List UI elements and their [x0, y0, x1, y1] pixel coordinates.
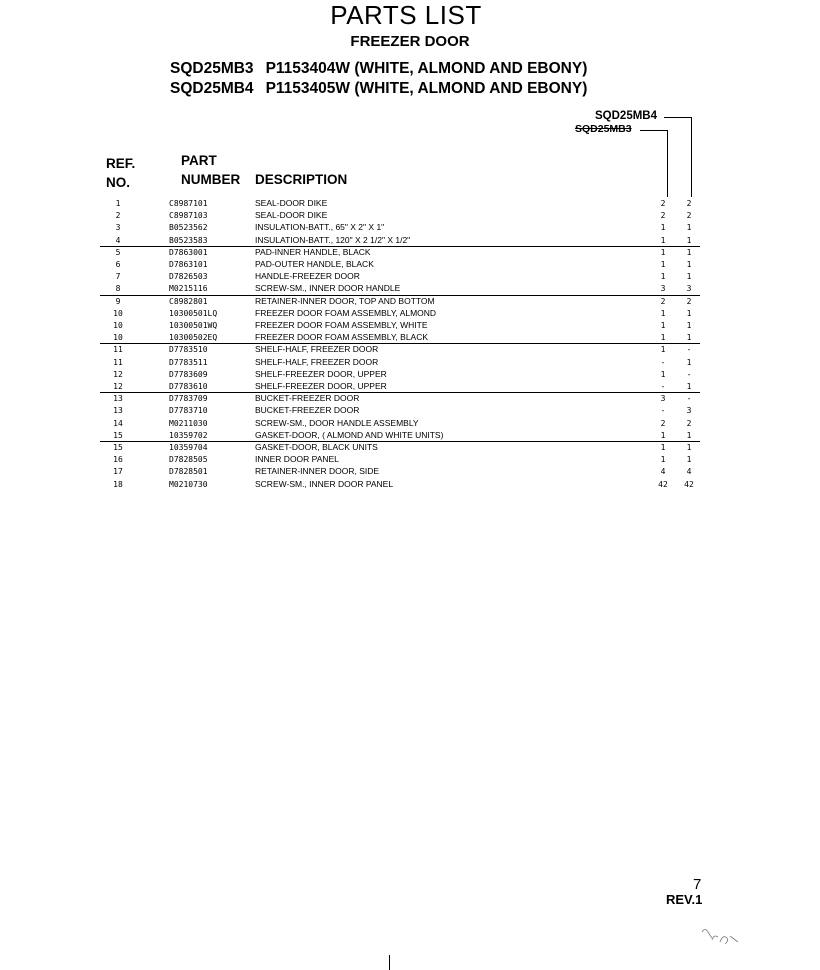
- qty-sqd25mb3: 1: [660, 247, 666, 257]
- part-number: D7783709: [169, 394, 208, 404]
- table-row: [100, 479, 700, 490]
- qty-sqd25mb4: 42: [684, 479, 694, 489]
- part-description: RETAINER-INNER DOOR, TOP AND BOTTOM: [255, 295, 435, 306]
- table-row: [100, 369, 700, 380]
- qty-sqd25mb3: 3: [660, 284, 666, 294]
- part-description: FREEZER DOOR FOAM ASSEMBLY, ALMOND: [255, 307, 437, 318]
- part-description: HANDLE-FREEZER DOOR: [255, 271, 360, 282]
- qty-sqd25mb3: 2: [660, 211, 666, 221]
- part-description: SHELF-HALF, FREEZER DOOR: [255, 344, 379, 355]
- part-description: BUCKET-FREEZER DOOR: [255, 393, 360, 404]
- table-row: [100, 222, 700, 233]
- ref-number: 5: [115, 247, 121, 257]
- model-part-number: P1153405W (WHITE, ALMOND AND EBONY): [265, 80, 588, 97]
- qty-sqd25mb3: 3: [660, 394, 666, 404]
- part-number: B0523583: [169, 235, 208, 245]
- group-divider: [100, 441, 700, 442]
- qty-sqd25mb4: 1: [686, 430, 692, 440]
- part-number: D7783511: [169, 357, 208, 367]
- table-row: [100, 259, 700, 270]
- group-divider: [100, 295, 700, 296]
- ref-number: 15: [113, 443, 123, 452]
- ref-number: 14: [113, 418, 123, 428]
- ref-number: 7: [115, 272, 121, 282]
- ref-number: 12: [113, 382, 123, 391]
- qty-sqd25mb4: -: [686, 345, 692, 355]
- ref-number: 11: [113, 357, 123, 367]
- part-number: C8982801: [169, 296, 208, 306]
- ref-number: 3: [115, 223, 121, 233]
- part-number: D7783609: [169, 369, 208, 379]
- table-row: [100, 247, 700, 258]
- part-description: FREEZER DOOR FOAM ASSEMBLY, WHITE: [255, 320, 428, 330]
- qty-sqd25mb3: 1: [660, 235, 666, 245]
- column-model-sqd25mb3: SQD25MB3: [575, 123, 632, 135]
- qty-sqd25mb4: 2: [686, 199, 692, 208]
- ref-number: 10: [113, 321, 123, 330]
- header-description: DESCRIPTION: [255, 172, 348, 187]
- part-description: SHELF-FREEZER DOOR, UPPER: [255, 381, 387, 391]
- table-row: [100, 430, 700, 441]
- qty-sqd25mb4: 1: [686, 260, 692, 269]
- ref-number: 18: [113, 479, 123, 489]
- ref-number: 8: [115, 284, 121, 294]
- model-number: SQD25MB3: [170, 60, 254, 77]
- revision-label: REV.1: [666, 892, 703, 907]
- model-part-number: P1153404W (WHITE, ALMOND AND EBONY): [265, 60, 588, 77]
- qty-sqd25mb3: 1: [660, 443, 666, 452]
- table-row: [100, 332, 700, 343]
- part-description: SEAL-DOOR DIKE: [255, 198, 328, 208]
- group-divider: [100, 392, 700, 393]
- qty-sqd25mb4: 1: [686, 357, 692, 367]
- table-row: [100, 235, 700, 246]
- qty-sqd25mb4: 1: [686, 333, 692, 343]
- qty-sqd25mb3: 1: [660, 308, 666, 318]
- part-description: PAD-INNER HANDLE, BLACK: [255, 246, 371, 257]
- ref-number: 11: [113, 345, 123, 355]
- ref-number: 12: [113, 369, 123, 379]
- table-row: [100, 271, 700, 282]
- part-number: 10359702: [169, 430, 208, 440]
- part-number: M0211030: [169, 418, 208, 428]
- model-line: [170, 80, 587, 98]
- part-number: 10300502EQ: [169, 333, 218, 343]
- ref-number: 15: [113, 430, 123, 440]
- part-description: INSULATION-BATT., 65" X 2" X 1": [255, 222, 385, 233]
- qty-sqd25mb4: 3: [686, 284, 692, 294]
- qty-sqd25mb4: 4: [686, 467, 692, 477]
- part-description: INNER DOOR PANEL: [255, 454, 339, 465]
- column-bracket-line: [664, 117, 692, 118]
- ref-number: 1: [115, 199, 121, 208]
- part-number: C8987103: [169, 211, 208, 221]
- qty-sqd25mb3: 42: [658, 479, 668, 489]
- qty-sqd25mb4: 2: [686, 296, 692, 306]
- part-number: B0523562: [169, 223, 208, 233]
- table-row: [100, 454, 700, 465]
- table-row: [100, 344, 700, 355]
- part-number: D7828501: [169, 467, 208, 477]
- part-number: D7828505: [169, 455, 208, 465]
- table-row: [100, 283, 700, 294]
- part-description: SCREW-SM., INNER DOOR HANDLE: [255, 283, 401, 294]
- group-divider: [100, 246, 700, 247]
- qty-sqd25mb3: -: [660, 357, 666, 367]
- qty-sqd25mb3: 1: [660, 333, 666, 343]
- qty-sqd25mb3: -: [660, 382, 666, 391]
- qty-sqd25mb3: 1: [660, 272, 666, 282]
- part-number: D7783610: [169, 382, 208, 391]
- part-description: SCREW-SM., DOOR HANDLE ASSEMBLY: [255, 417, 419, 428]
- page-title: PARTS LIST: [330, 0, 482, 30]
- qty-sqd25mb4: 1: [686, 272, 692, 282]
- table-row: [100, 357, 700, 368]
- table-row: [100, 296, 700, 307]
- qty-sqd25mb3: 1: [660, 260, 666, 269]
- qty-sqd25mb3: 1: [660, 345, 666, 355]
- part-description: SHELF-HALF, FREEZER DOOR: [255, 356, 379, 367]
- ref-number: 2: [115, 211, 121, 221]
- part-description: PAD-OUTER HANDLE, BLACK: [255, 259, 374, 269]
- qty-sqd25mb3: 1: [660, 430, 666, 440]
- ref-number: 6: [115, 260, 121, 269]
- qty-sqd25mb3: 2: [660, 199, 666, 208]
- header-ref-no: NO.: [106, 175, 131, 190]
- column-bracket-line: [667, 130, 668, 197]
- group-divider: [100, 343, 700, 344]
- ref-number: 9: [115, 296, 121, 306]
- table-row: [100, 308, 700, 319]
- table-row: [100, 405, 700, 416]
- qty-sqd25mb4: -: [686, 369, 692, 379]
- ref-number: 10: [113, 333, 123, 343]
- part-description: RETAINER-INNER DOOR, SIDE: [255, 466, 380, 477]
- ref-number: 13: [113, 394, 123, 404]
- ref-number: 4: [115, 235, 121, 245]
- qty-sqd25mb4: 1: [686, 223, 692, 233]
- part-number: C8987101: [169, 199, 208, 208]
- header-part-number: NUMBER: [181, 172, 241, 187]
- qty-sqd25mb3: 1: [660, 369, 666, 379]
- page-subtitle: FREEZER DOOR: [350, 33, 470, 50]
- qty-sqd25mb4: -: [686, 394, 692, 404]
- parts-table: [100, 198, 700, 489]
- part-number: D7863001: [169, 247, 208, 257]
- table-row: [100, 381, 700, 392]
- part-number: D7783510: [169, 345, 208, 355]
- part-description: SEAL-DOOR DIKE: [255, 210, 328, 221]
- qty-sqd25mb3: 1: [660, 223, 666, 233]
- qty-sqd25mb4: 1: [686, 247, 692, 257]
- qty-sqd25mb4: 1: [686, 443, 692, 452]
- part-number: D7863101: [169, 260, 208, 269]
- part-number: D7783710: [169, 406, 208, 416]
- qty-sqd25mb4: 1: [686, 308, 692, 318]
- model-number: SQD25MB4: [170, 80, 254, 97]
- handwritten-mark: [698, 924, 742, 948]
- part-number: 10300501WQ: [169, 321, 218, 330]
- qty-sqd25mb4: 2: [686, 211, 692, 221]
- part-description: GASKET-DOOR, BLACK UNITS: [255, 442, 378, 452]
- qty-sqd25mb4: 3: [686, 406, 692, 416]
- model-line: [170, 60, 587, 78]
- part-number: M0210730: [169, 479, 208, 489]
- ref-number: 13: [113, 406, 123, 416]
- page-number: 7: [693, 876, 702, 893]
- part-description: FREEZER DOOR FOAM ASSEMBLY, BLACK: [255, 332, 429, 343]
- table-row: [100, 320, 700, 331]
- part-description: SCREW-SM., INNER DOOR PANEL: [255, 478, 394, 489]
- table-row: [100, 198, 700, 209]
- qty-sqd25mb4: 2: [686, 418, 692, 428]
- table-row: [100, 442, 700, 453]
- header-part: PART: [181, 153, 217, 168]
- part-number: 10300501LQ: [169, 308, 218, 318]
- qty-sqd25mb3: 4: [660, 467, 666, 477]
- part-description: BUCKET-FREEZER DOOR: [255, 405, 360, 416]
- part-description: INSULATION-BATT., 120" X 2 1/2" X 1/2": [255, 234, 411, 245]
- part-number: D7826503: [169, 272, 208, 282]
- header-ref: REF.: [106, 156, 136, 171]
- qty-sqd25mb3: 1: [660, 321, 666, 330]
- part-number: 10359704: [169, 443, 208, 452]
- ref-number: 10: [113, 308, 123, 318]
- qty-sqd25mb4: 1: [686, 321, 692, 330]
- table-row: [100, 466, 700, 477]
- qty-sqd25mb3: 2: [660, 296, 666, 306]
- part-number: M0215116: [169, 284, 208, 294]
- qty-sqd25mb4: 1: [686, 235, 692, 245]
- column-model-sqd25mb4: SQD25MB4: [595, 110, 657, 122]
- ref-number: 17: [113, 467, 123, 477]
- qty-sqd25mb4: 1: [686, 455, 692, 465]
- table-row: [100, 210, 700, 221]
- qty-sqd25mb3: 2: [660, 418, 666, 428]
- table-row: [100, 418, 700, 429]
- ref-number: 16: [113, 455, 123, 465]
- fold-tick-mark: [389, 955, 390, 970]
- part-description: GASKET-DOOR, ( ALMOND AND WHITE UNITS): [255, 429, 444, 440]
- part-description: SHELF-FREEZER DOOR, UPPER: [255, 368, 387, 379]
- column-bracket-line: [640, 130, 668, 131]
- qty-sqd25mb3: -: [660, 406, 666, 416]
- qty-sqd25mb4: 1: [686, 382, 692, 391]
- table-row: [100, 393, 700, 404]
- qty-sqd25mb3: 1: [660, 455, 666, 465]
- column-bracket-line: [691, 117, 692, 197]
